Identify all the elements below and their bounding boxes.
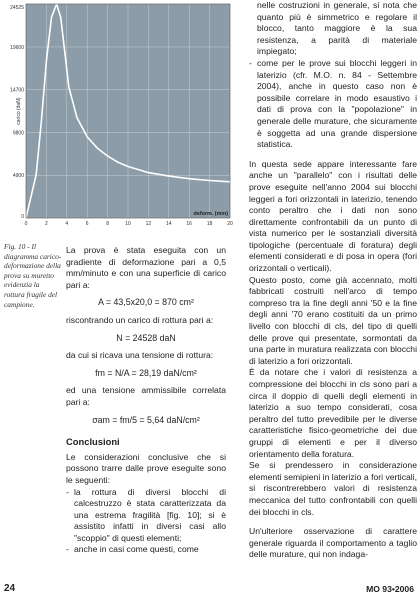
x-tick-label: 8 [106, 221, 109, 227]
load-text: riscontrando un carico di rottura pari a: [66, 314, 214, 325]
x-tick-label: 6 [85, 221, 89, 227]
formula-stress: fm = N/A = 28,19 daN/cm² [95, 367, 197, 378]
stress-text: da cui si ricava una tensione di rottura: [66, 350, 214, 361]
load-deformation-chart [0, 0, 236, 236]
x-tick-label: 10 [125, 221, 131, 227]
chart-svg [0, 0, 236, 236]
bullet-continuation: nelle costruzioni in generale, si nota che quanto più è simmetrico e regolare il blocco, tanto maggiore è la sua resistenza, a parità di materiale impiegato; [257, 0, 417, 57]
y-tick-label: 14700 [10, 87, 24, 94]
paragraph: Un'ulteriore osservazione di carattere generale riguarda il comportamento a taglio delle murature, qui non indaga- [249, 526, 417, 560]
x-tick-label: 18 [206, 221, 213, 227]
list-item: - la rottura di diversi blocchi di calcestruzzo è stata caratterizzata da una estrema fragilità [fig. 10]; si è assistito infatti in diversi casi allo "scoppio" di questi elementi; [66, 487, 226, 545]
y-tick-label: 9800 [12, 130, 24, 137]
y-tick-label: 4900 [12, 173, 24, 180]
formula-load: N = 24528 daN [116, 332, 176, 343]
x-tick-label: 14 [166, 221, 172, 227]
y-tick-label: 0 [21, 214, 24, 220]
x-tick-label: 12 [145, 221, 152, 227]
page-number: 24 [4, 583, 16, 594]
conclusions-list-cont [249, 58, 417, 151]
figure-caption: Fig. 10 - Il diagramma carico-deformazione della prova su muretto evidenzia la rottura fragile del campione. [4, 242, 62, 309]
paragraph: In questa sede appare interessante fare anche un "parallelo" con i risultati delle prove eseguite nell'anno 2004 sui blocchi leggeri a fori orizzontali in laterizio, tenendo conto peraltro che i dati non sono direttamente confrontabili da un punto di vista numerico per le sostanziali diversità tipologiche (percentuale di foratura) degli elementi considerati e di posa in opera (fori orizzontali o verticali). [249, 158, 417, 274]
section-heading: Conclusioni [66, 436, 120, 448]
paragraph: Se si prendessero in considerazione elementi semipieni in laterizio a fori verticali, si riscontrerebbero valori di resistenza meccanica del tutto confrontabili con quelli dei blocchi in cls. [249, 460, 417, 517]
y-axis-label: carico (daN) [16, 97, 22, 125]
x-tick-label: 20 [227, 221, 233, 227]
x-axis-label: deform. (mm) [193, 211, 228, 217]
x-tick-label: 2 [45, 221, 48, 227]
formula-area: A = 43,5x20,0 = 870 cm² [98, 297, 194, 308]
journal-issue: MO 93•2006 [366, 584, 414, 594]
paragraph: Questo posto, come già accennato, molti fabbricati costruiti nell'arco di tempo compreso tra la fine degli anni '50 e la fine degli anni '70 erano costituiti da un primo livello con blocchi di cls, del tipo di quelli delle prove qui presentate, sormontati da una parte in muratura realizzata con blocchi di laterizio a fori orizzontali. [249, 274, 417, 366]
y-tick-label: 19600 [10, 44, 24, 51]
y-tick-label: 24525 [10, 5, 24, 11]
right-column [249, 0, 417, 561]
conclusions-intro: Le considerazioni conclusive che si possono trarre dalle prove eseguite sono le seguenti: [66, 451, 226, 485]
list-item: - come per le prove sui blocchi leggeri in laterizio (cfr. M.O. n. 84 - Settembre 2004), anche in questo caso non è possibile correlare in modo esaustivo i dati di prova con la "popolazione" in generale delle murature, che sicuramente è soggetta ad una grande dispersione statistica. [249, 58, 417, 151]
x-tick-label: 0 [24, 221, 28, 227]
paragraph: È da notare che i valori di resistenza a compressione dei blocchi in cls sono pari a circa il doppio di quelli degli elementi in laterizio a suo tempo considerati, cosa peraltro del tutto prevedibile per le diverse caratteristiche fisico-geometriche dei due gruppi di elementi e per il diverso orientamento della foratura. [249, 367, 417, 459]
formula-allowable: σam = fm/5 = 5,64 daN/cm² [92, 414, 200, 425]
middle-column [66, 245, 226, 556]
conclusions-list [66, 487, 226, 557]
list-item: - anche in casi come questi, come [66, 544, 226, 556]
x-tick-label: 16 [186, 221, 192, 227]
x-tick-label: 4 [65, 221, 69, 227]
test-intro: La prova è stata eseguita con un gradiente di deformazione pari a 0,5 mm/minuto e con una superficie di carico pari a: [66, 245, 226, 290]
allowable-text: ed una tensione ammissibile correlata pari a: [66, 385, 226, 407]
